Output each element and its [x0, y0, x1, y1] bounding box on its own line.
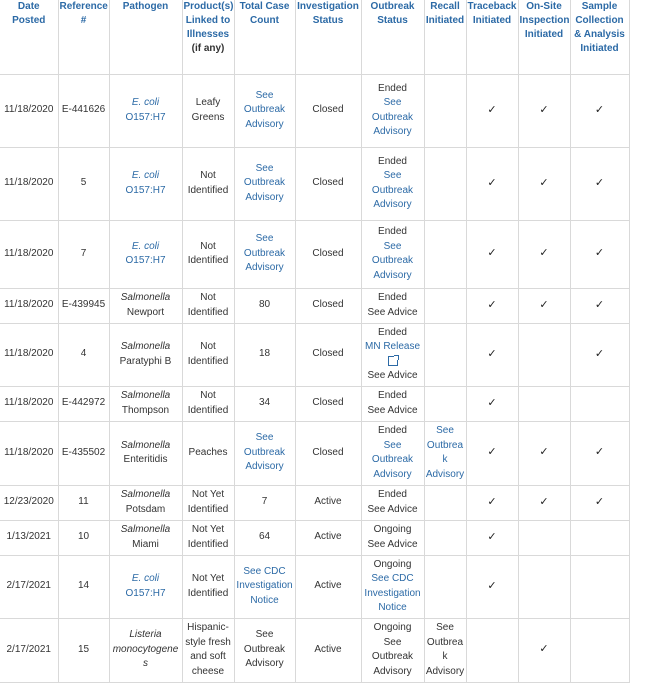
table-row: [0, 555, 629, 618]
pathogen-genus: E. coli: [131, 573, 160, 584]
pathogen-cell: [109, 147, 182, 220]
case-count-link[interactable]: See Outbreak Advisory: [243, 162, 286, 203]
date-cell: 11/18/2020: [0, 147, 58, 220]
outbreak-status-cell: [361, 288, 424, 323]
sample-cell: [570, 220, 629, 288]
check-icon: ✓: [539, 298, 549, 311]
sample-cell: [570, 74, 629, 147]
header-row: [0, 0, 629, 74]
outbreak-status-cell: [361, 618, 424, 682]
check-icon: ✓: [594, 176, 605, 189]
outbreak-advisory-text: See Outbreak Advisory: [371, 636, 414, 677]
recall-cell: [424, 421, 466, 485]
header-total-case: Total Case Count: [234, 0, 295, 74]
reference-cell: 7: [58, 220, 109, 288]
see-advice-text: See Advice: [367, 503, 418, 515]
check-icon: ✓: [594, 446, 605, 459]
case-count-cell: 7: [234, 485, 295, 520]
recall-cell: [424, 220, 466, 288]
outbreak-status-cell: [361, 555, 424, 618]
pathogen-cell: [109, 555, 182, 618]
header-sample: Sample Collection & Analysis Initiated: [570, 0, 629, 74]
investigation-status-cell: Active: [295, 485, 361, 520]
investigation-status-cell: Closed: [295, 220, 361, 288]
pathogen-genus: E. coli: [131, 240, 160, 252]
pathogen-strain: O157:H7: [125, 184, 166, 196]
pathogen-strain: Newport: [126, 306, 165, 318]
date-cell: 11/18/2020: [0, 323, 58, 386]
check-icon: ✓: [594, 103, 605, 116]
product-cell: Not Yet Identified: [182, 485, 234, 520]
onsite-cell: [518, 386, 570, 421]
see-advice-text: See Advice: [367, 538, 418, 550]
reference-cell: 14: [58, 555, 109, 618]
outbreak-status-cell: [361, 421, 424, 485]
traceback-cell: [466, 618, 518, 682]
pathogen-strain: Enteritidis: [123, 454, 168, 465]
check-icon: ✓: [487, 446, 497, 459]
outbreak-status-text: Ended: [378, 292, 407, 303]
traceback-cell: [466, 421, 518, 485]
header-products: [182, 0, 234, 74]
onsite-cell: [518, 323, 570, 386]
onsite-cell: [518, 220, 570, 288]
pathogen-cell: [109, 323, 182, 386]
pathogen-genus: E. coli: [131, 170, 160, 181]
cdc-notice-link[interactable]: See CDC Investigation Notice: [364, 573, 421, 613]
outbreak-link[interactable]: See Outbreak Advisory: [371, 439, 414, 480]
header-outbreak: Outbreak Status: [361, 0, 424, 74]
outbreak-link[interactable]: See Outbreak Advisory: [371, 240, 414, 281]
header-onsite: On-Site Inspection Initiated: [518, 0, 570, 74]
see-advice-text: See Advice: [367, 370, 418, 381]
case-count-cell: [234, 555, 295, 618]
recall-cell: [424, 288, 466, 323]
date-cell: 12/23/2020: [0, 485, 58, 520]
recall-cell: See Outbreak Advisory: [424, 618, 466, 682]
product-cell: Not Identified: [182, 147, 234, 220]
investigation-status-cell: Closed: [295, 421, 361, 485]
traceback-cell: [466, 323, 518, 386]
traceback-cell: [466, 74, 518, 147]
case-count-cell: [234, 421, 295, 485]
outbreak-link[interactable]: See Outbreak Advisory: [371, 170, 414, 210]
pathogen-genus: Salmonella: [120, 524, 171, 535]
investigation-status-cell: Closed: [295, 386, 361, 421]
table-row: [0, 323, 629, 386]
header-traceback: Traceback Initiated: [466, 0, 518, 74]
investigation-status-cell: Closed: [295, 147, 361, 220]
header-date-posted: Date Posted: [0, 0, 58, 74]
investigation-status-cell: Active: [295, 520, 361, 555]
outbreak-status-cell: [361, 323, 424, 386]
outbreak-status-text: Ended: [378, 390, 407, 401]
header-pathogen: Pathogen: [109, 0, 182, 74]
pathogen-genus: Listeria: [129, 629, 162, 641]
date-cell: 1/13/2021: [0, 520, 58, 555]
onsite-cell: [518, 485, 570, 520]
outbreak-status-cell: [361, 220, 424, 288]
pathogen-cell: [109, 618, 182, 682]
case-count-cell: See Outbreak Advisory: [234, 618, 295, 682]
pathogen-genus: Salmonella: [120, 390, 171, 401]
reference-cell: E-441626: [58, 74, 109, 147]
product-cell: Not Identified: [182, 288, 234, 323]
product-cell: Hispanic-style fresh and soft cheese: [182, 618, 234, 682]
outbreak-link[interactable]: See Outbreak Advisory: [371, 97, 414, 137]
date-cell: 11/18/2020: [0, 74, 58, 147]
sample-cell: [570, 618, 629, 682]
table-row: [0, 74, 629, 147]
traceback-cell: [466, 220, 518, 288]
outbreak-status-text: Ongoing: [373, 622, 412, 633]
pathogen-strain: Miami: [132, 538, 159, 550]
case-count-cell: [234, 147, 295, 220]
sample-cell: [570, 323, 629, 386]
pathogen-cell: [109, 220, 182, 288]
check-icon: ✓: [594, 495, 605, 508]
onsite-cell: [518, 618, 570, 682]
pathogen-strain: O157:H7: [125, 255, 166, 266]
reference-cell: 4: [58, 323, 109, 386]
pathogen-strain: Thompson: [121, 404, 170, 416]
outbreak-status-text: Ended: [378, 82, 407, 94]
outbreak-status-text: Ended: [378, 326, 407, 338]
pathogen-strain: monocytogenes: [112, 643, 179, 670]
check-icon: ✓: [487, 103, 497, 116]
check-icon: ✓: [487, 396, 497, 409]
recall-cell: [424, 147, 466, 220]
pathogen-cell: [109, 520, 182, 555]
pathogen-cell: [109, 386, 182, 421]
check-icon: ✓: [539, 643, 549, 656]
reference-cell: 11: [58, 485, 109, 520]
pathogen-cell: [109, 485, 182, 520]
outbreak-status-text: Ongoing: [373, 558, 412, 570]
reference-cell: 5: [58, 147, 109, 220]
case-count-cell: 64: [234, 520, 295, 555]
date-cell: 11/18/2020: [0, 220, 58, 288]
table-row: [0, 485, 629, 520]
check-icon: ✓: [594, 247, 605, 260]
recall-cell: [424, 386, 466, 421]
case-count-cell: [234, 74, 295, 147]
check-icon: ✓: [539, 176, 549, 189]
outbreak-status-text: Ended: [378, 489, 407, 500]
onsite-cell: [518, 288, 570, 323]
sample-cell: [570, 386, 629, 421]
pathogen-genus: Salmonella: [120, 439, 171, 451]
case-count-link[interactable]: See Outbreak Advisory: [243, 432, 286, 473]
outbreak-status-cell: [361, 485, 424, 520]
outbreak-status-cell: [361, 74, 424, 147]
mn-release-link[interactable]: MN Release: [364, 341, 421, 352]
outbreak-status-cell: [361, 520, 424, 555]
investigation-status-cell: Closed: [295, 323, 361, 386]
sample-cell: [570, 520, 629, 555]
pathogen-cell: [109, 74, 182, 147]
pathogen-strain: Paratyphi B: [119, 355, 172, 367]
check-icon: ✓: [539, 495, 549, 508]
check-icon: ✓: [539, 446, 549, 459]
traceback-cell: [466, 288, 518, 323]
check-icon: ✓: [487, 530, 497, 543]
outbreak-status-text: Ended: [378, 155, 407, 167]
check-icon: ✓: [539, 103, 549, 116]
pathogen-strain: O157:H7: [125, 587, 166, 599]
sample-cell: [570, 288, 629, 323]
table-body: [0, 74, 629, 682]
traceback-cell: [466, 147, 518, 220]
date-cell: 11/18/2020: [0, 386, 58, 421]
check-icon: ✓: [487, 347, 497, 360]
onsite-cell: [518, 74, 570, 147]
recall-cell: [424, 555, 466, 618]
check-icon: ✓: [487, 579, 497, 592]
check-icon: ✓: [487, 298, 497, 311]
see-advice-text: See Advice: [367, 404, 418, 416]
recall-cell: [424, 323, 466, 386]
reference-cell: E-435502: [58, 421, 109, 485]
traceback-cell: [466, 386, 518, 421]
recall-cell: [424, 520, 466, 555]
onsite-cell: [518, 147, 570, 220]
case-count-link[interactable]: See Outbreak Advisory: [243, 89, 286, 130]
header-products-sub: (if any): [191, 43, 225, 54]
recall-cell: [424, 485, 466, 520]
product-cell: Peaches: [182, 421, 234, 485]
outbreak-status-cell: [361, 386, 424, 421]
investigation-status-cell: Active: [295, 555, 361, 618]
cdc-notice-link[interactable]: See CDC Investigation Notice: [236, 565, 293, 606]
traceback-cell: [466, 485, 518, 520]
header-investigation: Investigation Status: [295, 0, 361, 74]
table-row: [0, 220, 629, 288]
sample-cell: [570, 421, 629, 485]
onsite-cell: [518, 520, 570, 555]
check-icon: ✓: [594, 347, 605, 360]
date-cell: 11/18/2020: [0, 421, 58, 485]
table-row: [0, 147, 629, 220]
external-link-icon[interactable]: [388, 356, 398, 366]
date-cell: 2/17/2021: [0, 555, 58, 618]
case-count-cell: 34: [234, 386, 295, 421]
recall-cell: [424, 74, 466, 147]
outbreak-status-text: Ended: [378, 425, 407, 436]
header-reference: Reference #: [58, 0, 109, 74]
check-icon: ✓: [487, 247, 497, 260]
header-products-label: Product(s) Linked to Illnesses: [183, 1, 234, 40]
date-cell: 2/17/2021: [0, 618, 58, 682]
check-icon: ✓: [539, 247, 549, 260]
reference-cell: 10: [58, 520, 109, 555]
recall-link[interactable]: See Outbreak Advisory: [425, 425, 465, 480]
outbreak-status-text: Ended: [378, 226, 407, 237]
pathogen-strain: Potsdam: [125, 503, 166, 515]
table-row: [0, 618, 629, 682]
reference-cell: E-442972: [58, 386, 109, 421]
sample-cell: [570, 555, 629, 618]
sample-cell: [570, 147, 629, 220]
product-cell: Not Yet Identified: [182, 520, 234, 555]
traceback-cell: [466, 520, 518, 555]
table-row: [0, 288, 629, 323]
onsite-cell: [518, 421, 570, 485]
see-advice-text: See Advice: [367, 306, 418, 318]
table-row: [0, 421, 629, 485]
pathogen-cell: [109, 421, 182, 485]
pathogen-strain: O157:H7: [125, 111, 166, 123]
table-row: [0, 386, 629, 421]
pathogen-genus: Salmonella: [120, 489, 171, 500]
pathogen-genus: Salmonella: [120, 341, 171, 352]
onsite-cell: [518, 555, 570, 618]
case-count-cell: [234, 220, 295, 288]
header-recall: Recall Initiated: [424, 0, 466, 74]
check-icon: ✓: [594, 298, 605, 311]
investigation-status-cell: Closed: [295, 288, 361, 323]
case-count-cell: 18: [234, 323, 295, 386]
product-cell: Not Identified: [182, 323, 234, 386]
product-cell: Not Identified: [182, 220, 234, 288]
table-row: [0, 520, 629, 555]
date-cell: 11/18/2020: [0, 288, 58, 323]
pathogen-genus: Salmonella: [120, 292, 171, 303]
case-count-cell: 80: [234, 288, 295, 323]
check-icon: ✓: [487, 495, 497, 508]
traceback-cell: [466, 555, 518, 618]
product-cell: Not Identified: [182, 386, 234, 421]
pathogen-genus: E. coli: [131, 97, 160, 108]
sample-cell: [570, 485, 629, 520]
reference-cell: E-439945: [58, 288, 109, 323]
outbreak-status-cell: [361, 147, 424, 220]
outbreak-status-text: Ongoing: [373, 524, 412, 535]
reference-cell: 15: [58, 618, 109, 682]
product-cell: Not Yet Identified: [182, 555, 234, 618]
investigation-status-cell: Closed: [295, 74, 361, 147]
investigation-status-cell: Active: [295, 618, 361, 682]
check-icon: ✓: [487, 176, 497, 189]
product-cell: Leafy Greens: [182, 74, 234, 147]
case-count-link[interactable]: See Outbreak Advisory: [243, 233, 286, 274]
pathogen-cell: [109, 288, 182, 323]
